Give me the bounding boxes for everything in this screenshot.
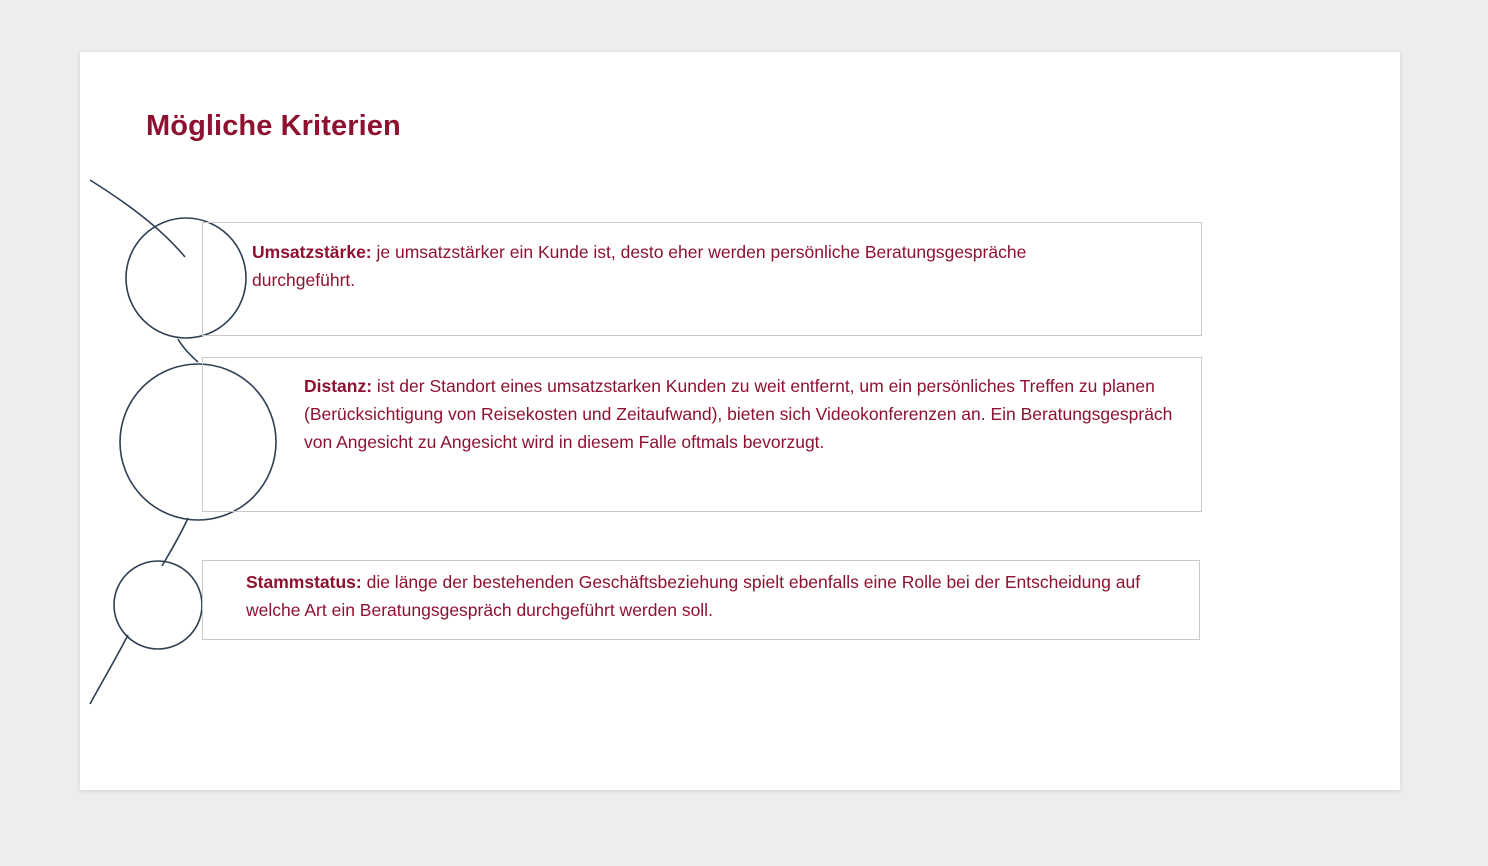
criterion-text-3 xyxy=(246,568,1186,624)
criterion-term-2: Distanz: xyxy=(304,376,373,396)
criterion-text-1 xyxy=(252,238,1042,294)
criterion-body-3: die länge der bestehenden Geschäftsbeziehung spielt ebenfalls eine Rolle bei der Entscheidung auf welche Art ein Beratungsgespräch durchgeführt werden soll. xyxy=(246,572,1141,620)
page-title: Mögliche Kriterien xyxy=(146,110,401,142)
slide-canvas xyxy=(80,52,1400,790)
criterion-text-2 xyxy=(304,372,1174,456)
criterion-term-3: Stammstatus: xyxy=(246,572,362,592)
criterion-term-1: Umsatzstärke: xyxy=(252,242,372,262)
criterion-body-2: ist der Standort eines umsatzstarken Kunden zu weit entfernt, um ein persönliches Treffen zu planen (Berücksichtigung von Reisekosten und Zeitaufwand), bieten sich Videokonferenzen an. Ein Beratungsgespräch von Angesicht zu Angesicht wird in diesem Falle oftmals bevorzugt. xyxy=(304,376,1173,452)
criterion-body-1: je umsatzstärker ein Kunde ist, desto eher werden persönliche Beratungsgespräche durchgeführt. xyxy=(252,242,1027,290)
